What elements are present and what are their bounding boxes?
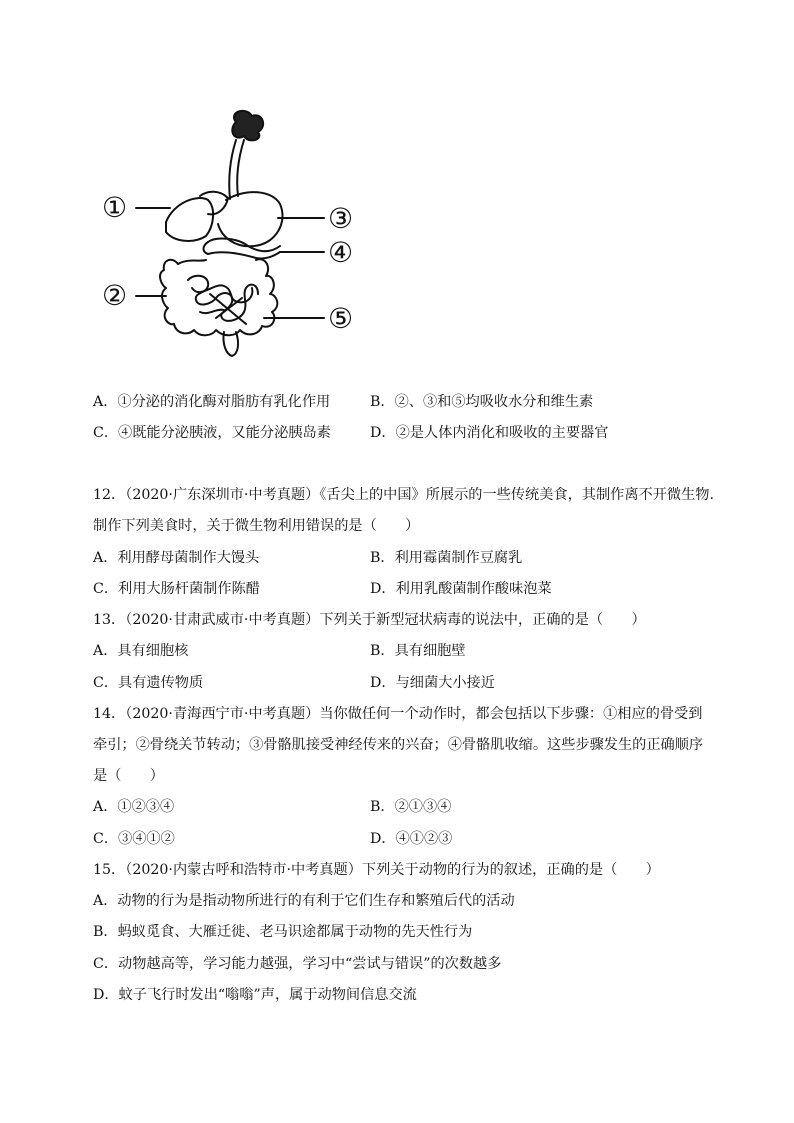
q11-option-row-1 [93,392,594,412]
q13-stem-line-1: 13．（2020·甘肃武威市·中考真题）下列关于新型冠状病毒的说法中，正确的是（ ） [93,612,646,628]
label-3: ③ [328,202,354,235]
q15-option-a[interactable]: A．动物的行为是指动物所进行的有利于它们生存和繁殖后代的活动 [93,893,515,909]
q12-option-c[interactable]: C．利用大肠杆菌制作陈醋 [93,581,260,597]
q15-option-d[interactable]: D．蚊子飞行时发出“嗡嗡”声，属于动物间信息交流 [93,987,417,1003]
label-2: ② [102,279,128,312]
q15-option-b[interactable]: B．蚂蚁觅食、大雁迁徙、老马识途都属于动物的先天性行为 [93,924,473,940]
q12-option-b[interactable]: B．利用霉菌制作豆腐乳 [370,550,523,566]
q12-stem-line-2: 制作下列美食时，关于微生物利用错误的是（ ） [93,518,420,534]
q14-stem-line-1: 14．（2020·青海西宁市·中考真题）当你做任何一个动作时，都会包括以下步骤：①相应的骨受到 [93,706,703,722]
q12-option-row-1 [93,548,523,568]
label-5: ⑤ [328,302,354,335]
q14-option-d[interactable]: D．④①②③ [370,831,453,847]
q13-option-row-1 [93,641,466,661]
q13-option-a[interactable]: A．具有细胞核 [93,643,189,659]
q14-stem-line-3: 是（ ） [93,768,164,784]
q11-option-b[interactable]: B．②、③和⑤均吸收水分和维生素 [370,394,594,410]
q12-option-row-2 [93,579,552,599]
q11-option-a[interactable]: A．①分泌的消化酶对脂肪有乳化作用 [93,394,331,410]
digestive-system-figure [96,104,366,374]
q13-option-row-2 [93,673,495,693]
q14-option-row-2 [93,829,453,849]
q11-option-row-2 [93,423,609,443]
q12-option-a[interactable]: A．利用酵母菌制作大馒头 [93,550,260,566]
q14-option-b[interactable]: B．②①③④ [370,799,452,815]
q14-stem-line-2: 牵引；②骨绕关节转动；③骨骼肌接受神经传来的兴奋；④骨骼肌收缩。这些步骤发生的正确顺序 [93,737,704,753]
digestive-system-diagram [96,104,366,374]
q11-option-d[interactable]: D．②是人体内消化和吸收的主要器官 [370,425,609,441]
label-4: ④ [328,236,354,269]
q12-option-d[interactable]: D．利用乳酸菌制作酸味泡菜 [370,581,552,597]
q12-stem-line-1: 12．（2020·广东深圳市·中考真题）《舌尖上的中国》所展示的一些传统美食，其制作离不开微生物. [93,487,714,503]
q15-option-c[interactable]: C．动物越高等，学习能力越强，学习中“尝试与错误”的次数越多 [93,956,502,972]
label-1: ① [102,191,128,224]
q14-option-row-1 [93,797,452,817]
q13-option-b[interactable]: B．具有细胞壁 [370,643,466,659]
q11-option-c[interactable]: C．④既能分泌胰液，又能分泌胰岛素 [93,425,331,441]
q13-option-d[interactable]: D．与细菌大小接近 [370,675,495,691]
q13-option-c[interactable]: C．具有遗传物质 [93,675,204,691]
q14-option-c[interactable]: C．③④①② [93,831,175,847]
q15-stem-line-1: 15．（2020·内蒙古呼和浩特市·中考真题）下列关于动物的行为的叙述，正确的是（ ） [93,862,660,878]
q14-option-a[interactable]: A．①②③④ [93,799,175,815]
